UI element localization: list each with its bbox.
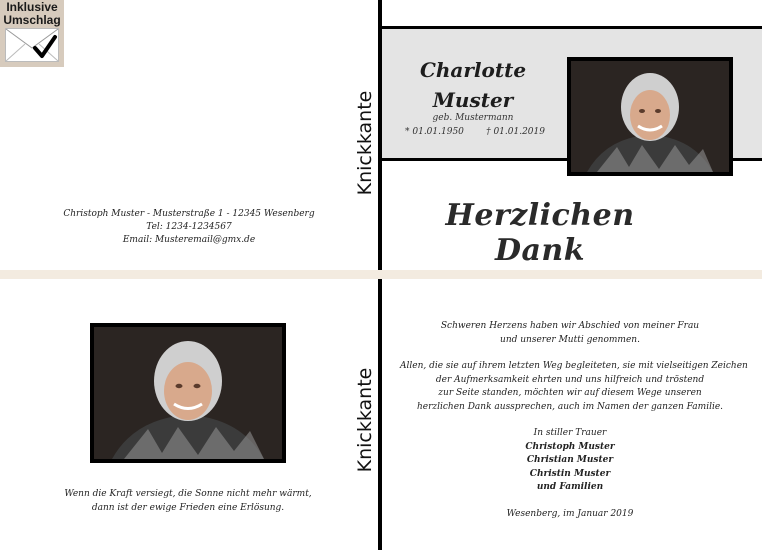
thank-you-message: [400, 320, 748, 521]
signer-name: Christoph Muster: [525, 441, 615, 452]
signer-name: Christin Muster: [529, 468, 611, 479]
badge-line1: Inklusive: [6, 0, 58, 14]
phone-line: Tel: 1234-1234567: [146, 222, 232, 232]
badge-line2: Umschlag: [3, 13, 61, 27]
birth-date: * 01.01.1950: [405, 127, 464, 137]
address-line: Christoph Muster - Musterstraße 1 - 12345 Wesenberg: [63, 209, 315, 219]
sender-address: [60, 208, 318, 247]
portrait-photo-front: [567, 57, 733, 176]
quote-line: dann ist der ewige Frieden eine Erlösung.: [91, 503, 285, 513]
message-line: der Aufmerksamkeit ehrten und uns hilfreich und tröstend: [435, 374, 705, 385]
place-date: Wesenberg, im Januar 2019: [506, 508, 634, 519]
born-name: geb. Mustermann: [432, 113, 514, 123]
panel-separator: [0, 270, 762, 279]
deceased-first-name: Charlotte: [419, 58, 527, 82]
fold-label-bottom: Knickkante: [354, 367, 376, 473]
envelope-check-icon: [5, 28, 59, 62]
deceased-last-name: Muster: [432, 88, 514, 112]
memorial-quote: [50, 487, 326, 515]
message-line: zur Seite standen, möchten wir auf diesem Wege unseren: [438, 388, 702, 398]
fold-line-bottom: [378, 279, 382, 550]
badge-label: [0, 1, 64, 27]
message-line: und unserer Mutti genommen.: [500, 334, 640, 345]
life-dates: [405, 127, 545, 137]
quote-line: Wenn die Kraft versiegt, die Sonne nicht mehr wärmt,: [64, 489, 312, 499]
signer-name: Christian Muster: [526, 455, 614, 465]
front-title: Herzlichen Dank: [445, 198, 635, 268]
message-line: Schweren Herzens haben wir Abschied von meiner Frau: [440, 321, 700, 331]
signer-name: und Familien: [536, 482, 604, 492]
front-header-rule-top: [382, 26, 762, 29]
email-line: Email: Musteremail@gmx.de: [122, 235, 256, 245]
message-line: herzlichen Dank aussprechen, auch im Namen der ganzen Familie.: [416, 401, 724, 412]
message-line: Allen, die sie auf ihrem letzten Weg begleiteten, sie mit vielseitigen Zeichen: [400, 361, 748, 371]
portrait-photo-inner: [90, 323, 286, 463]
death-date: † 01.01.2019: [486, 127, 545, 137]
mourning-line: In stiller Trauer: [533, 428, 607, 438]
fold-label-top: Knickkante: [354, 90, 376, 196]
